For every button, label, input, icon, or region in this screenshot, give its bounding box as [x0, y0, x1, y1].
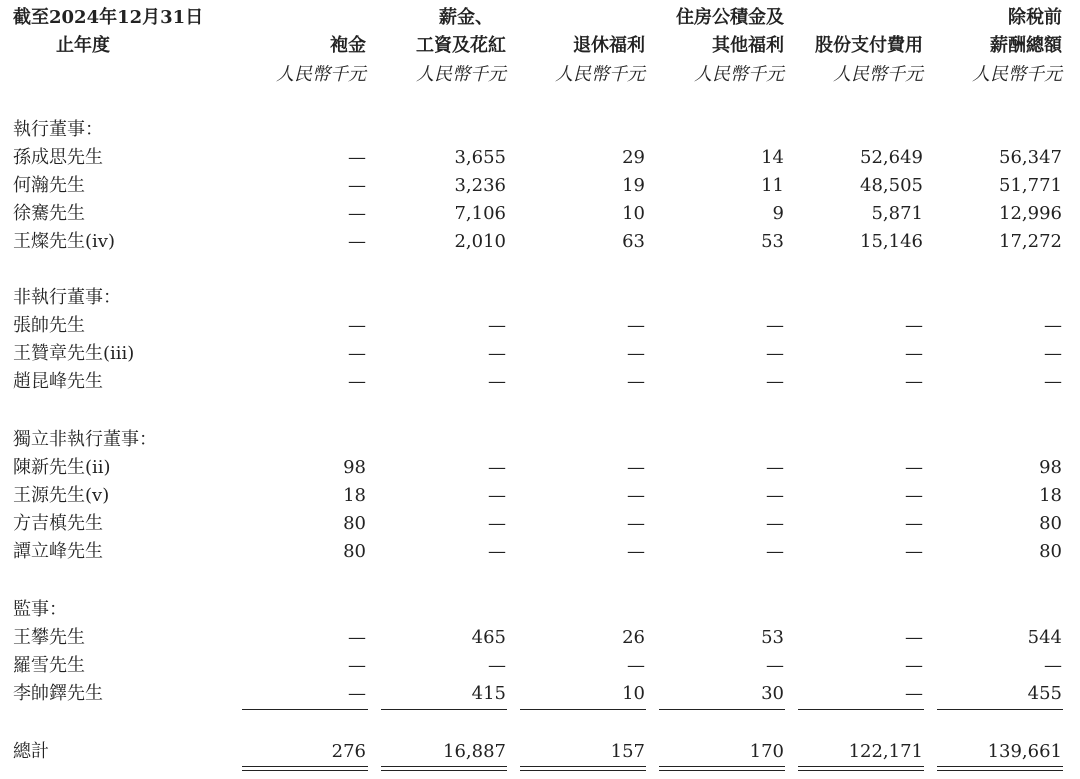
table-row: [0, 454, 1080, 482]
cell-housing: 11: [761, 175, 784, 196]
cell-salary: —: [488, 485, 506, 506]
cell-total: —: [1044, 655, 1062, 676]
cell-total: 51,771: [999, 175, 1062, 196]
cell-share-payment: 48,505: [860, 175, 923, 196]
cell-retirement: —: [627, 457, 645, 478]
subtotal-rule: [381, 709, 507, 710]
table-row: [0, 680, 1080, 708]
cell-total: 18: [1039, 485, 1062, 506]
cell-fee: —: [348, 147, 366, 168]
cell-salary: 415: [471, 683, 506, 704]
cell-salary: 3,655: [454, 147, 506, 168]
table-row: [0, 312, 1080, 340]
row-name: 張帥先生: [13, 315, 85, 336]
col-header-salary-line1: 薪金、: [439, 7, 493, 28]
row-name: 王源先生(v): [13, 485, 110, 506]
cell-housing: —: [766, 513, 784, 534]
cell-retirement: 29: [622, 147, 645, 168]
unit-label-col4: 人民幣千元: [694, 64, 784, 85]
col-header-housing-line1: 住房公積金及: [676, 7, 784, 28]
cell-housing: —: [766, 343, 784, 364]
col-header-retirement: 退休福利: [573, 35, 645, 56]
cell-retirement: —: [627, 513, 645, 534]
cell-share-payment: —: [905, 485, 923, 506]
cell-salary: 465: [471, 627, 506, 648]
cell-retirement: 19: [622, 175, 645, 196]
row-name: 王贊章先生(iii): [13, 343, 135, 364]
cell-salary: —: [488, 541, 506, 562]
row-name: 譚立峰先生: [13, 541, 103, 562]
section-title-supervisors: [0, 596, 1080, 624]
cell-fee: 80: [343, 541, 366, 562]
cell-fee: —: [348, 371, 366, 392]
cell-housing: —: [766, 457, 784, 478]
cell-retirement: —: [627, 541, 645, 562]
row-name: 孫成思先生: [13, 147, 103, 168]
col-header-directors-fee: 袍金: [330, 35, 366, 56]
unit-label-col1: 人民幣千元: [276, 64, 366, 85]
section-title-independent: [0, 426, 1080, 454]
cell-housing: 30: [761, 683, 784, 704]
row-name: 方吉槙先生: [13, 513, 103, 534]
period-label-line2: 止年度: [56, 35, 110, 56]
cell-salary: —: [488, 371, 506, 392]
section-title: 執行董事：: [13, 119, 103, 140]
col-header-salary-line2: 工資及花紅: [416, 35, 506, 56]
cell-fee: 80: [343, 513, 366, 534]
cell-total: 56,347: [999, 147, 1062, 168]
cell-retirement: 10: [622, 203, 645, 224]
table-row: [0, 538, 1080, 566]
subtotal-rule: [798, 709, 924, 710]
table-row: [0, 482, 1080, 510]
total-retirement: 157: [610, 741, 645, 762]
col-header-share-payment: 股份支付費用: [815, 35, 923, 56]
total-housing: 170: [749, 741, 784, 762]
cell-housing: —: [766, 655, 784, 676]
cell-salary: 7,106: [454, 203, 506, 224]
cell-retirement: 63: [622, 231, 645, 252]
cell-total: 455: [1027, 683, 1062, 704]
row-name: 徐騫先生: [13, 203, 85, 224]
subtotal-rule: [242, 709, 368, 710]
cell-share-payment: —: [905, 683, 923, 704]
subtotal-rule: [659, 709, 785, 710]
section-title: 獨立非執行董事：: [13, 429, 157, 450]
table-row: [0, 228, 1080, 256]
cell-share-payment: —: [905, 371, 923, 392]
total-double-rule: [381, 766, 507, 771]
cell-housing: —: [766, 371, 784, 392]
table-row: [0, 144, 1080, 172]
cell-total: —: [1044, 371, 1062, 392]
total-double-rule: [937, 766, 1063, 771]
cell-retirement: —: [627, 485, 645, 506]
subtotal-rule: [937, 709, 1063, 710]
cell-total: 12,996: [999, 203, 1062, 224]
cell-retirement: —: [627, 343, 645, 364]
total-double-rule: [242, 766, 368, 771]
cell-total: 17,272: [999, 231, 1062, 252]
cell-retirement: —: [627, 655, 645, 676]
cell-share-payment: —: [905, 513, 923, 534]
section-title-executive: [0, 116, 1080, 144]
table-row: [0, 368, 1080, 396]
row-name: 王攀先生: [13, 627, 85, 648]
cell-share-payment: —: [905, 457, 923, 478]
col-header-housing-line2: 其他福利: [712, 35, 784, 56]
table-row: [0, 624, 1080, 652]
unit-label-col5: 人民幣千元: [833, 64, 923, 85]
total-salary: 16,887: [443, 741, 506, 762]
cell-total: 98: [1039, 457, 1062, 478]
cell-housing: —: [766, 485, 784, 506]
cell-share-payment: —: [905, 541, 923, 562]
cell-housing: 53: [761, 627, 784, 648]
row-name: 王燦先生(iv): [13, 231, 115, 252]
total-share-payment: 122,171: [848, 741, 923, 762]
total-fee: 276: [331, 741, 366, 762]
subtotal-rule: [520, 709, 646, 710]
cell-retirement: —: [627, 315, 645, 336]
cell-fee: —: [348, 203, 366, 224]
table-row: [0, 200, 1080, 228]
cell-fee: —: [348, 175, 366, 196]
total-double-rule: [798, 766, 924, 771]
table-row: [0, 172, 1080, 200]
cell-housing: 14: [761, 147, 784, 168]
col-header-total-line1: 除稅前: [1008, 7, 1062, 28]
row-name: 趙昆峰先生: [13, 371, 103, 392]
total-row: [0, 738, 1080, 766]
section-title: 監事：: [13, 599, 67, 620]
section-title-non-executive: [0, 284, 1080, 312]
total-double-rule: [659, 766, 785, 771]
section-title: 非執行董事：: [13, 287, 121, 308]
unit-label-col2: 人民幣千元: [416, 64, 506, 85]
row-name: 羅雪先生: [13, 655, 85, 676]
total-label: 總計: [13, 741, 49, 762]
total-amount: 139,661: [987, 741, 1062, 762]
cell-fee: 18: [343, 485, 366, 506]
cell-housing: —: [766, 315, 784, 336]
row-name: 何瀚先生: [13, 175, 85, 196]
cell-share-payment: —: [905, 315, 923, 336]
cell-fee: —: [348, 231, 366, 252]
table-row: [0, 652, 1080, 680]
cell-retirement: 26: [622, 627, 645, 648]
cell-share-payment: 15,146: [860, 231, 923, 252]
cell-retirement: 10: [622, 683, 645, 704]
cell-share-payment: —: [905, 627, 923, 648]
cell-salary: —: [488, 655, 506, 676]
unit-label-col3: 人民幣千元: [555, 64, 645, 85]
cell-fee: —: [348, 343, 366, 364]
cell-share-payment: —: [905, 343, 923, 364]
cell-housing: —: [766, 541, 784, 562]
cell-salary: —: [488, 513, 506, 534]
cell-salary: —: [488, 315, 506, 336]
cell-share-payment: 5,871: [871, 203, 923, 224]
row-name: 李帥鐸先生: [13, 683, 103, 704]
table-row: [0, 510, 1080, 538]
cell-fee: 98: [343, 457, 366, 478]
cell-fee: —: [348, 315, 366, 336]
cell-salary: —: [488, 457, 506, 478]
cell-housing: 53: [761, 231, 784, 252]
col-header-total-line2: 薪酬總額: [990, 35, 1062, 56]
cell-total: 80: [1039, 541, 1062, 562]
cell-total: —: [1044, 315, 1062, 336]
cell-total: 544: [1027, 627, 1062, 648]
cell-salary: —: [488, 343, 506, 364]
cell-fee: —: [348, 627, 366, 648]
cell-housing: 9: [772, 203, 784, 224]
cell-total: 80: [1039, 513, 1062, 534]
cell-salary: 2,010: [454, 231, 506, 252]
cell-total: —: [1044, 343, 1062, 364]
cell-share-payment: 52,649: [860, 147, 923, 168]
table-row: [0, 340, 1080, 368]
unit-label-col6: 人民幣千元: [972, 64, 1062, 85]
cell-share-payment: —: [905, 655, 923, 676]
period-label-line1: 截至2024年12月31日: [13, 7, 204, 28]
cell-retirement: —: [627, 371, 645, 392]
cell-salary: 3,236: [454, 175, 506, 196]
row-name: 陳新先生(ii): [13, 457, 111, 478]
cell-fee: —: [348, 683, 366, 704]
cell-fee: —: [348, 655, 366, 676]
total-double-rule: [520, 766, 646, 771]
